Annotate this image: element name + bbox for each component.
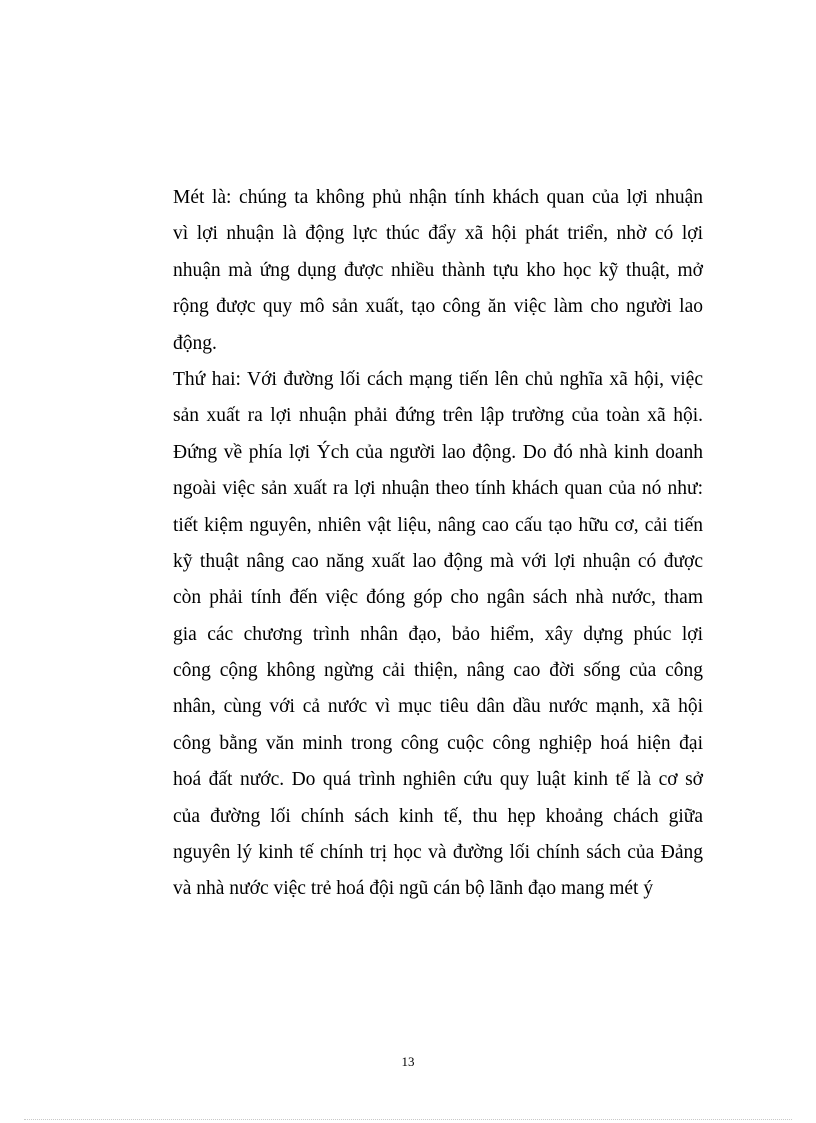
text-line: động. xyxy=(173,332,217,354)
page-number: 13 xyxy=(401,1054,415,1069)
page-bottom-divider xyxy=(24,1119,792,1120)
text-line: rộng được quy mô sản xuất, tạo công ăn việc làm cho người lao xyxy=(173,296,703,318)
text-line: Đứng về phía lợi Ých của người lao động. Do đó nhà kinh doanh xyxy=(173,441,703,463)
text-line: gia các chương trình nhân đạo, bảo hiểm, xây dựng phúc lợi xyxy=(173,623,703,645)
text-line: còn phải tính đến việc đóng góp cho ngân sách nhà nước, tham xyxy=(173,587,703,609)
text-line: Mét là: chúng ta không phủ nhận tính khách quan của lợi nhuận xyxy=(173,187,703,208)
text-line: và nhà nước việc trẻ hoá đội ngũ cán bộ lãnh đạo mang mét ý xyxy=(173,878,654,900)
text-line: Thứ hai: Với đường lối cách mạng tiến lên chủ nghĩa xã hội, việc xyxy=(173,368,703,390)
text-line: nhân, cùng với cả nước vì mục tiêu dân dầu nước mạnh, xã hội xyxy=(173,696,703,718)
text-line: nhuận mà ứng dụng được nhiều thành tựu kho học kỹ thuật, mở xyxy=(173,259,703,281)
text-line: tiết kiệm nguyên, nhiên vật liệu, nâng cao cấu tạo hữu cơ, cải tiến xyxy=(173,514,703,536)
text-line: công cộng không ngừng cải thiện, nâng cao đời sống của công xyxy=(173,660,703,682)
text-line: của đường lối chính sách kinh tế, thu hẹp khoảng chách giữa xyxy=(173,805,703,827)
text-line: công bằng văn minh trong công cuộc công nghiệp hoá hiện đại xyxy=(173,732,703,754)
text-line: vì lợi nhuận là động lực thúc đẩy xã hội phát triển, nhờ có lợi xyxy=(173,223,703,245)
text-line: kỹ thuật nâng cao năng xuất lao động mà với lợi nhuận có được xyxy=(173,550,703,572)
text-line: sản xuất ra lợi nhuận phải đứng trên lập trường của toàn xã hội. xyxy=(173,405,703,427)
text-line: ngoài việc sản xuất ra lợi nhuận theo tính khách quan của nó như: xyxy=(173,478,703,500)
body-text xyxy=(173,180,703,908)
text-line: nguyên lý kinh tế chính trị học và đường lối chính sách của Đảng xyxy=(173,842,703,864)
text-line: hoá đất nước. Do quá trình nghiên cứu quy luật kinh tế là cơ sở xyxy=(173,769,703,791)
